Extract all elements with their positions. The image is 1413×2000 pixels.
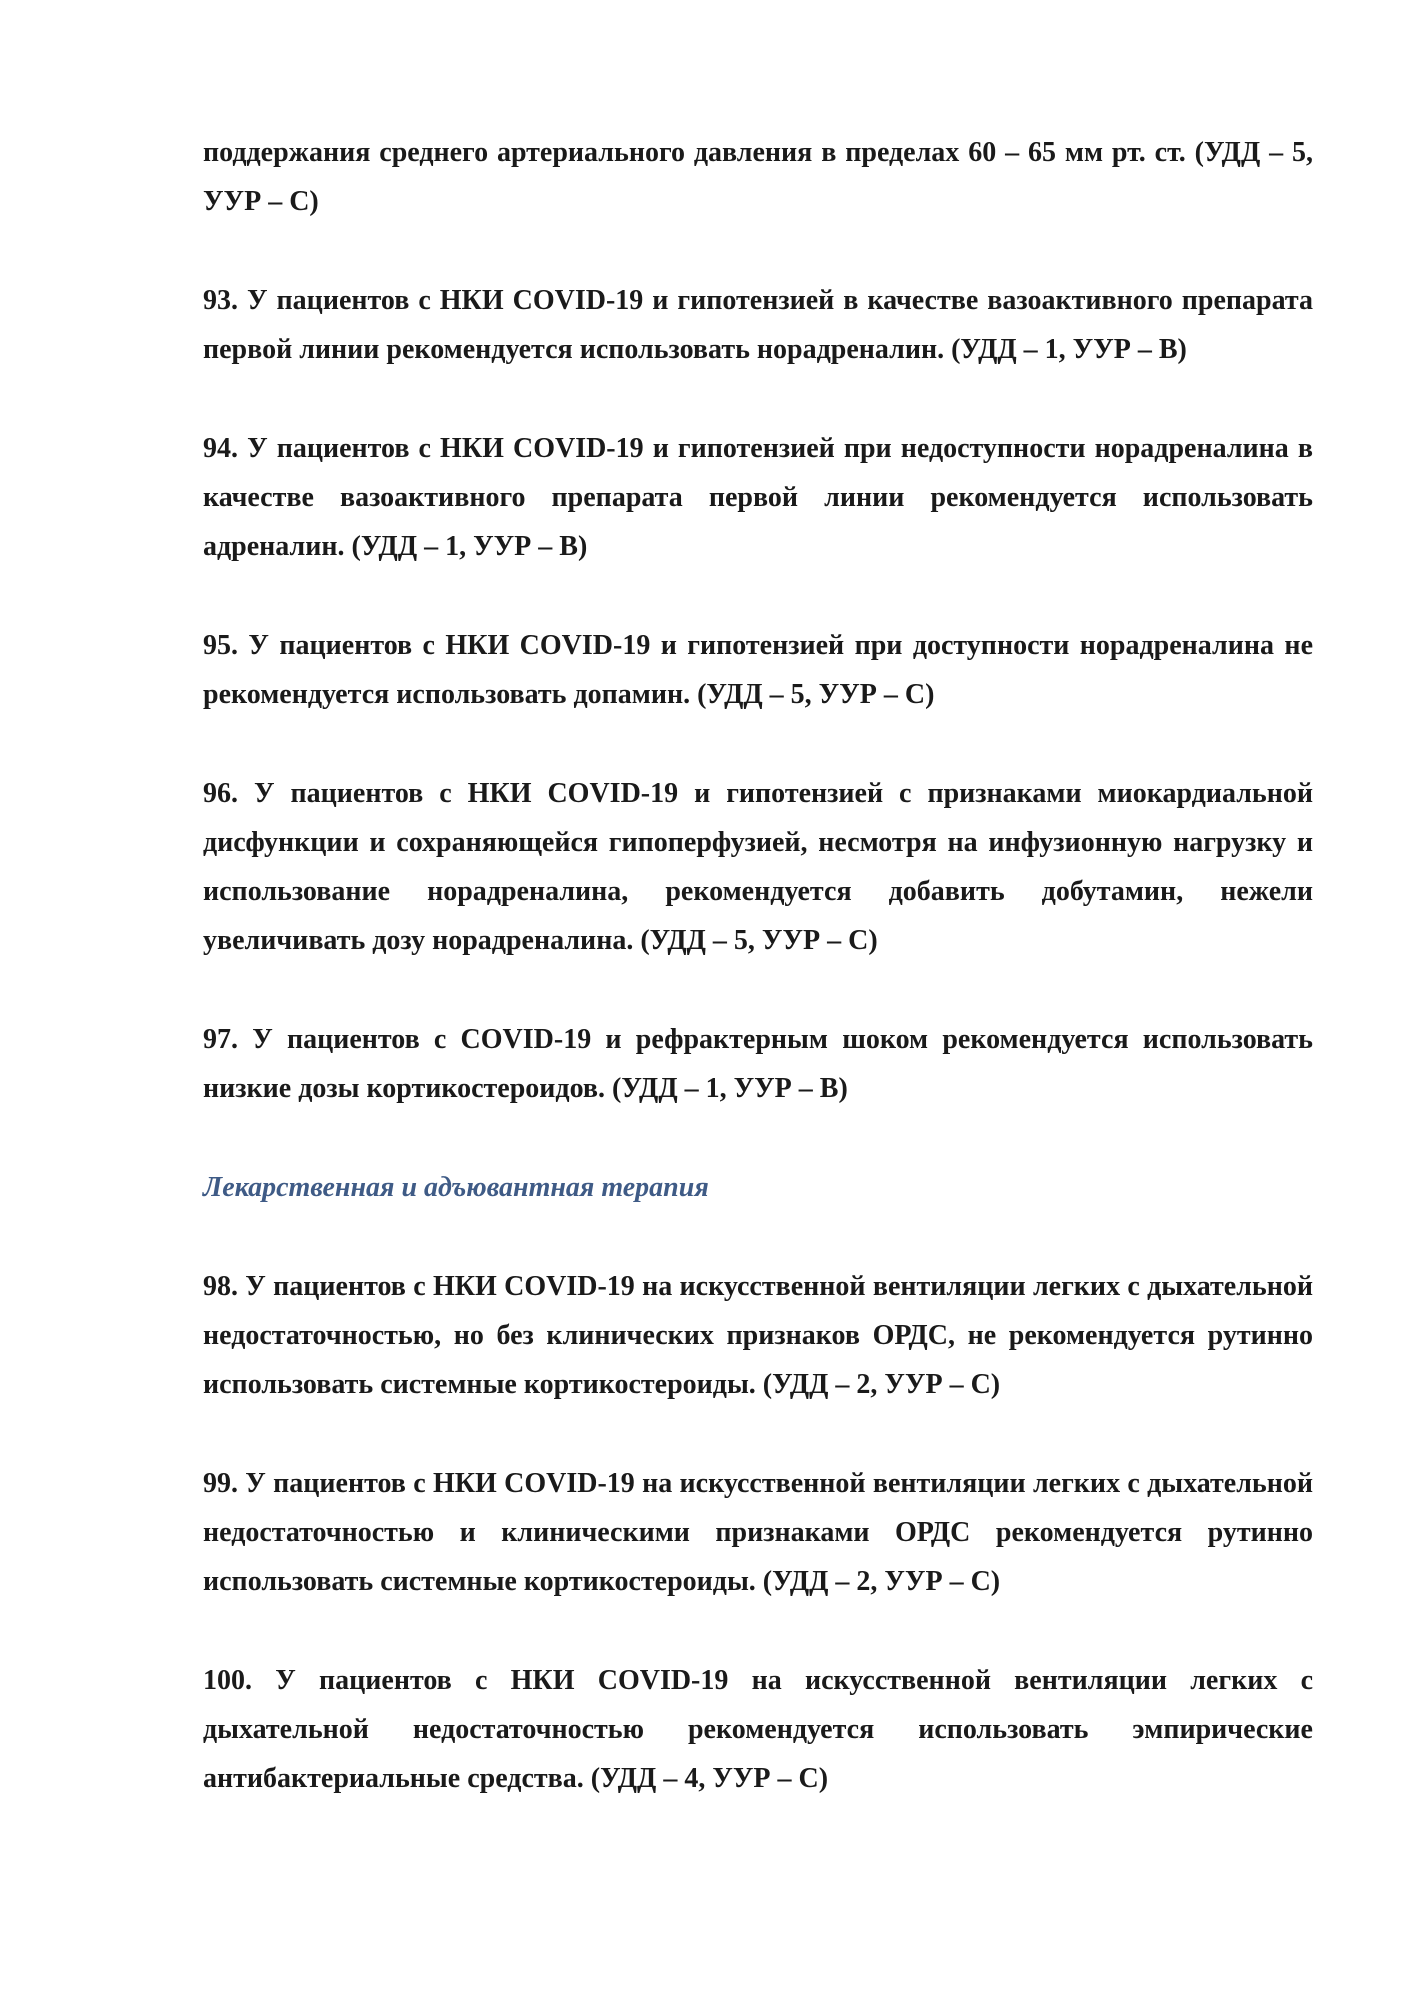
section-heading: Лекарственная и адъювантная терапия	[203, 1172, 709, 1203]
recommendation-95: 95. У пациентов с НКИ COVID-19 и гипотензией при доступности норадреналина не рекомендуется использовать допамин. (УДД – 5, УУР – С)	[203, 630, 1313, 710]
recommendation-99: 99. У пациентов с НКИ COVID-19 на искусственной вентиляции легких с дыхательной недостаточностью и клиническими признаками ОРДС рекомендуется рутинно использовать системные кортикостероиды. (УДД – 2, УУР – С)	[203, 1468, 1313, 1597]
paragraph-continuation: поддержания среднего артериального давления в пределах 60 – 65 мм рт. ст. (УДД – 5, УУР – С)	[203, 137, 1313, 217]
recommendation-93: 93. У пациентов с НКИ COVID-19 и гипотензией в качестве вазоактивного препарата первой линии рекомендуется использовать норадреналин. (УДД – 1, УУР – В)	[203, 285, 1313, 365]
recommendation-98: 98. У пациентов с НКИ COVID-19 на искусственной вентиляции легких с дыхательной недостаточностью, но без клинических признаков ОРДС, не рекомендуется рутинно использовать системные кортикостероиды. (УДД – 2, УУР – С)	[203, 1271, 1313, 1400]
recommendation-96: 96. У пациентов с НКИ COVID-19 и гипотензией с признаками миокардиальной дисфункции и сохраняющейся гипоперфузией, несмотря на инфузионную нагрузку и использование норадреналина, рекомендуется добавить добутамин, нежели увеличивать дозу норадреналина. (УДД – 5, УУР – С)	[203, 778, 1313, 956]
recommendation-97: 97. У пациентов с COVID-19 и рефрактерным шоком рекомендуется использовать низкие дозы кортикостероидов. (УДД – 1, УУР – В)	[203, 1024, 1313, 1104]
recommendation-94: 94. У пациентов с НКИ COVID-19 и гипотензией при недоступности норадреналина в качестве вазоактивного препарата первой линии рекомендуется использовать адреналин. (УДД – 1, УУР – В)	[203, 433, 1313, 562]
recommendation-100: 100. У пациентов с НКИ COVID-19 на искусственной вентиляции легких с дыхательной недостаточностью рекомендуется использовать эмпирические антибактериальные средства. (УДД – 4, УУР – С)	[203, 1665, 1313, 1794]
document-body	[203, 128, 1313, 1803]
